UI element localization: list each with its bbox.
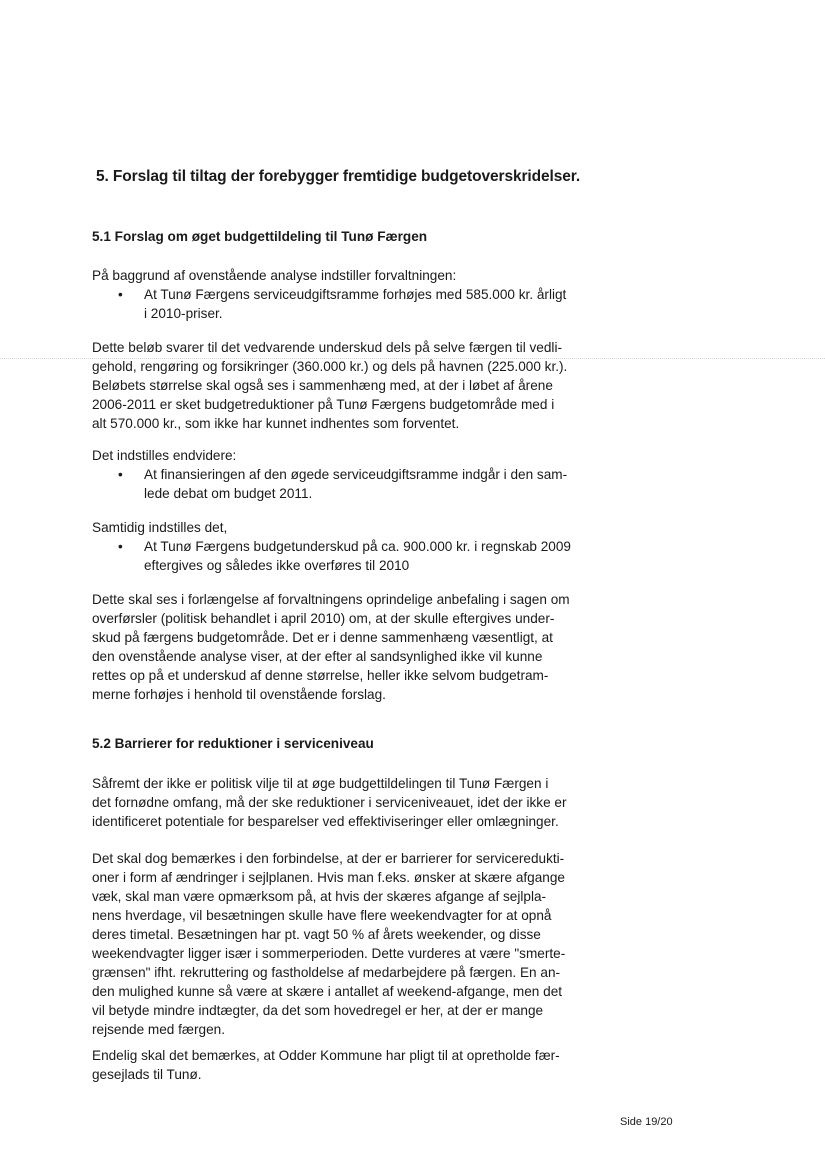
s51-bullet-3-line: At Tunø Færgens budgetunderskud på ca. 900.000 kr. i regnskab 2009 xyxy=(144,539,571,554)
text-line: weekendvagter ligger især i sommerperioden. Dette vurderes at være "smerte- xyxy=(92,946,566,961)
s52-paragraph-3 xyxy=(92,1046,592,1084)
text-line: Det skal dog bemærkes i den forbindelse, at der er barrierer for serviceredukti- xyxy=(92,851,565,866)
text-line: vil betyde mindre indtægter, da det som hovedregel er her, at der er mange xyxy=(92,1003,544,1018)
text-line: rettes op på et underskud af denne størrelse, heller ikke selvom budgetram- xyxy=(92,668,549,683)
text-line: nens hverdage, vil besætningen skulle have flere weekendvagter for at opnå xyxy=(92,908,552,923)
text-line: 2006-2011 er sket budgetreduktioner på Tunø Færgens budgetområde med i xyxy=(92,397,555,412)
text-line: den ovenstående analyse viser, at der efter al sandsynlighed ikke vil kunne xyxy=(92,649,543,664)
s51-bullet-2-line: lede debat om budget 2011. xyxy=(144,486,313,501)
section-title: 5. Forslag til tiltag der forebygger fremtidige budgetoverskridelser. xyxy=(96,168,581,185)
page-number: Side 19/20 xyxy=(620,1116,673,1128)
s51-bullet-2-line: At finansieringen af den øgede serviceudgiftsramme indgår i den sam- xyxy=(144,467,568,482)
s51-paragraph-2 xyxy=(92,590,592,704)
bullet-symbol: • xyxy=(118,287,123,302)
text-line: Beløbets størrelse skal også ses i sammenhæng med, at der i løbet af årene xyxy=(92,378,553,393)
text-line: det fornødne omfang, må der ske reduktioner i serviceniveauet, idet der ikke er xyxy=(92,795,567,810)
subsection-title-5-1: 5.1 Forslag om øget budgettildeling til Tunø Færgen xyxy=(92,229,428,244)
text-line: deres timetal. Besætningen har pt. vagt 50 % af årets weekender, og disse xyxy=(92,927,541,942)
s51-intro: På baggrund af ovenstående analyse indstiller forvaltningen: xyxy=(92,268,457,283)
s51-intro-2: Det indstilles endvidere: xyxy=(92,448,237,463)
subsection-title-5-2: 5.2 Barrierer for reduktioner i serviceniveau xyxy=(92,736,374,751)
text-line: merne forhøjes i henhold til ovenstående forslag. xyxy=(92,687,386,702)
bullet-symbol: • xyxy=(118,467,123,482)
s51-intro-3: Samtidig indstilles det, xyxy=(92,520,228,535)
bullet-symbol: • xyxy=(118,539,123,554)
text-line: Dette beløb svarer til det vedvarende underskud dels på selve færgen til vedli- xyxy=(92,340,562,355)
text-line: grænsen" ifht. rekruttering og fastholdelse af medarbejdere på færgen. En an- xyxy=(92,965,561,980)
text-line: Såfremt der ikke er politisk vilje til at øge budgettildelingen til Tunø Færgen i xyxy=(92,776,549,791)
text-line: gesejlads til Tunø. xyxy=(92,1067,202,1082)
text-line: den mulighed kunne så være at skære i antallet af weekend-afgange, men det xyxy=(92,984,563,999)
s51-bullet-1-line: i 2010-priser. xyxy=(144,306,223,321)
text-line: oner i form af ændringer i sejlplanen. Hvis man f.eks. ønsker at skære afgange xyxy=(92,870,565,885)
text-line: væk, skal man være opmærksom på, at hvis der skæres afgange af sejlpla- xyxy=(92,889,547,904)
s52-paragraph-1 xyxy=(92,774,592,831)
text-line: skud på færgens budgetområde. Det er i denne sammenhæng væsentligt, at xyxy=(92,630,553,645)
s51-bullet-1-line: At Tunø Færgens serviceudgiftsramme forhøjes med 585.000 kr. årligt xyxy=(144,287,567,302)
s51-paragraph-1 xyxy=(92,338,592,433)
text-line: Endelig skal det bemærkes, at Odder Kommune har pligt til at opretholde fær- xyxy=(92,1048,560,1063)
text-line: rejsende med færgen. xyxy=(92,1022,225,1037)
s51-bullet-3-line: eftergives og således ikke overføres til 2010 xyxy=(144,558,410,573)
text-line: identificeret potentiale for besparelser ved effektiviseringer eller omlægninger. xyxy=(92,814,559,829)
text-line: alt 570.000 kr., som ikke har kunnet indhentes som forventet. xyxy=(92,416,460,431)
s52-paragraph-2 xyxy=(92,849,592,1039)
text-line: gehold, rengøring og forsikringer (360.000 kr.) og dels på havnen (225.000 kr.). xyxy=(92,359,568,374)
text-line: Dette skal ses i forlængelse af forvaltningens oprindelige anbefaling i sagen om xyxy=(92,592,570,607)
text-line: overførsler (politisk behandlet i april 2010) om, at der skulle eftergives under- xyxy=(92,611,555,626)
